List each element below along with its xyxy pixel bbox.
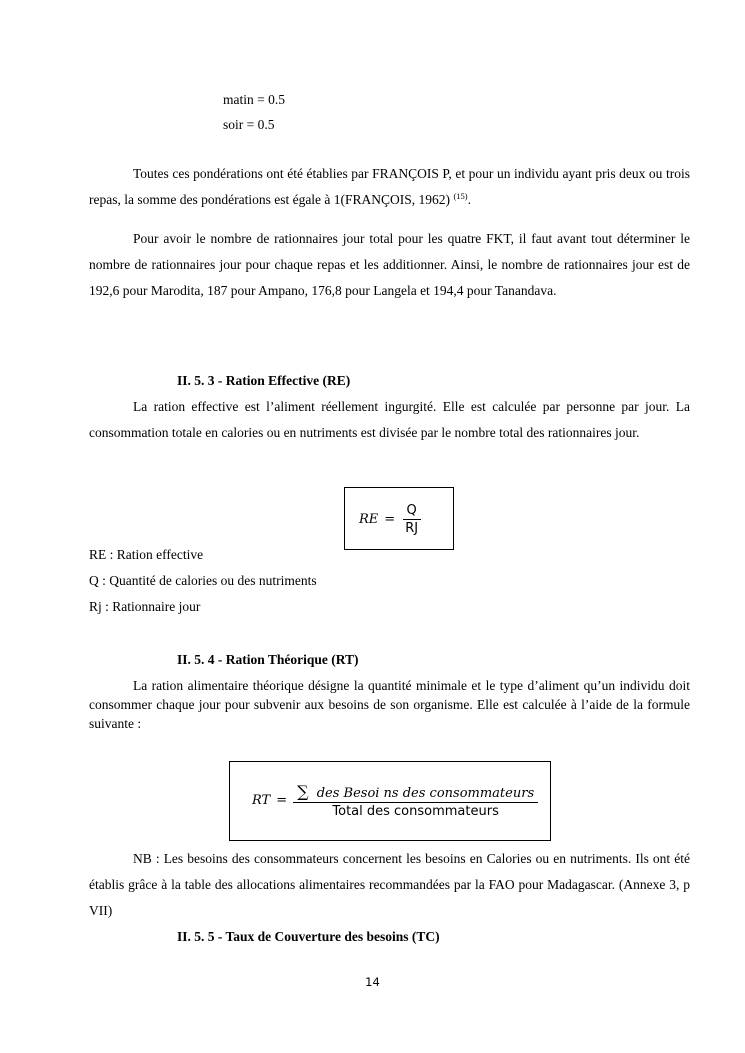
paragraph-ponderations: [89, 161, 690, 213]
paragraph-ponderations-text: Toutes ces pondérations ont été établies par FRANÇOIS P, et pour un individu ayant pris deux ou trois repas, la somme des pondérations est égale à 1(FRANÇOIS, 1962): [89, 166, 690, 207]
formula-rt: [252, 776, 538, 824]
paragraph-ponderations-end: .: [467, 192, 471, 207]
weight-soir: soir = 0.5: [223, 117, 275, 132]
paragraph-ration-theorique: La ration alimentaire théorique désigne la quantité minimale et le type d’aliment qu’un individu doit consommer chaque jour pour subvenir aux besoins de son organisme. Elle est calculée à l’aide de la formule suivante :: [89, 678, 690, 731]
legend-rj: Rj : Rationnaire jour: [89, 599, 201, 614]
formula-rt-lhs: RT: [252, 792, 271, 808]
formula-re-box: [344, 487, 454, 550]
formula-re-denominator: RJ: [405, 520, 419, 536]
formula-rt-numerator: des Besoi ns des consommateurs: [316, 785, 535, 801]
legend-re: RE : Ration effective: [89, 547, 204, 562]
paragraph-rationnaires: Pour avoir le nombre de rationnaires jour total pour les quatre FKT, il faut avant tout déterminer le nombre de rationnaires jour pour chaque repas et les additionner. Ainsi, le nombre de rationnaires jour est de 192,6 pour Marodita, 187 pour Ampano, 176,8 pour Langela et 194,4 pour Tanandava.: [89, 231, 690, 298]
formula-re-fraction: [401, 503, 422, 536]
formula-rt-fraction: [293, 782, 538, 819]
formula-rt-equals: =: [276, 792, 288, 808]
paragraph-ration-effective: La ration effective est l’aliment réellement ingurgité. Elle est calculée par personne par jour. La consommation totale en calories ou en nutriments est divisée par le nombre total des rationnaires jour.: [89, 399, 690, 440]
legend-q: Q : Quantité de calories ou des nutriments: [89, 573, 317, 588]
formula-rt-denominator: Total des consommateurs: [332, 803, 499, 819]
formula-re-lhs: RE: [359, 511, 379, 527]
formula-rt-box: [229, 761, 551, 841]
paragraph-note: NB : Les besoins des consommateurs concernent les besoins en Calories ou en nutriments. Ils ont été établis grâce à la table des allocations alimentaires recommandées par la FAO pour Madagascar. (Annexe 3, p VII): [89, 851, 690, 918]
heading-ration-effective: II. 5. 3 - Ration Effective (RE): [177, 373, 351, 388]
heading-ration-theorique: II. 5. 4 - Ration Théorique (RT): [177, 652, 359, 667]
weight-matin: matin = 0.5: [223, 92, 285, 107]
formula-re-numerator: Q: [403, 503, 421, 520]
formula-re: [359, 498, 422, 540]
formula-re-equals: =: [384, 511, 396, 527]
page-number: 14: [365, 975, 380, 989]
heading-taux-couverture: II. 5. 5 - Taux de Couverture des besoins (TC): [177, 929, 440, 944]
sigma-symbol: ∑: [297, 781, 309, 801]
formula-rt-numerator-wrap: [293, 782, 538, 803]
reference-number: (15): [453, 191, 468, 201]
